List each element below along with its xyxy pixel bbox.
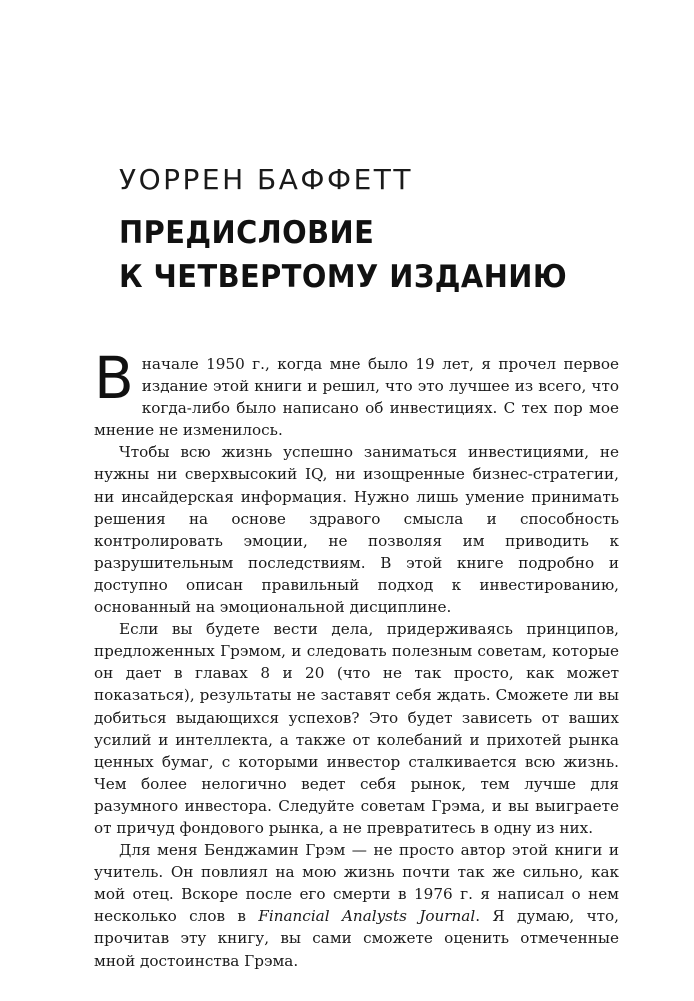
chapter-title-line-2: К ЧЕТВЕРТОМУ ИЗДАНИЮ: [119, 259, 568, 295]
body-text: [94, 344, 620, 972]
paragraph-4-text-b: . Я думаю, что, прочитав эту книгу, вы сами сможете оценить отмеченные мной достоинства Грэма.: [94, 907, 620, 970]
paragraph-1-text: начале 1950 г., когда мне было 19 лет, я прочел первое издание этой книги и решил, что это лучшее из всего, что когда-либо было написано об инвестициях. С тех пор мое мнение не изменилось.: [94, 355, 619, 440]
journal-title: Financial Analysts Journal: [258, 907, 476, 926]
paragraph-2: Чтобы всю жизнь успешно заниматься инвестициями, не нужны ни сверхвысокий IQ, ни изощренные бизнес-стратегии, ни инсайдерская информация. Нужно лишь умение принимать решения на основе здравого смысла и способность контролировать эмоции, не позволяя им приводить к разрушительным последствиям. В этой книге подробно и доступно описан правильный подход к инвестированию, основанный на эмоциональной дисциплине.: [94, 443, 619, 617]
chapter-title-line-1: ПРЕДИСЛОВИЕ: [119, 215, 375, 251]
paragraph-4-text-a: Для меня Бенджамин Грэм — не просто автор этой книги и учитель. Он повлиял на мою жизнь почти так же сильно, как мой отец. Вскоре после его смерти в 1976 г. я написал о нем несколько слов в: [94, 841, 619, 926]
author-name: УОРРЕН БАФФЕТТ: [119, 163, 413, 196]
paragraph-4: [94, 839, 619, 972]
chapter-title: [119, 211, 567, 299]
drop-cap: В: [94, 344, 134, 412]
paragraph-3: Если вы будете вести дела, придерживаясь принципов, предложенных Грэмом, и следовать полезным советам, которые он дает в главах 8 и 20 (что не так просто, как может показаться), результаты не заставят себя ждать. Сможете ли вы добиться выдающихся успехов? Это будет зависеть от ваших усилий и интеллекта, а также от колебаний и прихотей рынка ценных бумаг, с которыми инвестор сталкивается всю жизнь. Чем более нелогично ведет себя рынок, тем лучше для разумного инвестора. Следуйте советам Грэма, и вы выиграете от причуд фондового рынка, а не превратитесь в одну из них.: [94, 620, 619, 837]
paragraph-1: [94, 344, 619, 441]
